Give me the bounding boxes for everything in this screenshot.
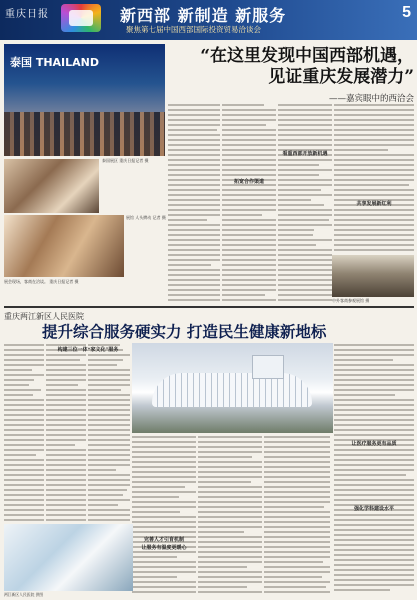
building-tower bbox=[252, 355, 284, 379]
section-subhead: 拓宽合作渠道 bbox=[233, 179, 264, 185]
section-divider bbox=[4, 306, 414, 308]
building-arc bbox=[152, 373, 312, 407]
masthead bbox=[0, 0, 417, 40]
article-column bbox=[334, 104, 414, 252]
section-subhead: 让医疗服务更有品质 bbox=[351, 441, 397, 447]
photo-hospital-building bbox=[132, 343, 333, 433]
article-column bbox=[264, 436, 330, 596]
top-headline bbox=[170, 46, 414, 88]
headline-line-1: “在这里发现中国西部机遇， bbox=[200, 46, 414, 66]
article-column bbox=[278, 104, 332, 302]
article-column bbox=[198, 436, 262, 596]
section-subhead: 完善人才引育机制 bbox=[143, 537, 184, 543]
photo-exhibits bbox=[4, 159, 99, 213]
article-column bbox=[132, 436, 196, 596]
photo-caption: 中外客商参观展馆 摄 bbox=[332, 298, 370, 303]
article-column bbox=[88, 344, 130, 522]
photo-caption: 展会现场，客商在洽谈。 重庆日报记者 摄 bbox=[4, 279, 79, 284]
section-label: 重庆两江新区人民医院 bbox=[4, 312, 84, 321]
paper-name: 重庆日报 bbox=[5, 9, 49, 20]
photo-caption: 泰国展区 重庆日报记者 摄 bbox=[102, 158, 149, 163]
crowd-graphic bbox=[4, 112, 165, 156]
page-number: 5 bbox=[402, 4, 411, 21]
expo-logo-icon bbox=[61, 4, 101, 32]
article-column bbox=[168, 104, 220, 302]
bottom-headline: 提升综合服务硬实力 打造民生健康新地标 bbox=[42, 323, 327, 341]
slogan: 新西部 新制造 新服务 bbox=[120, 6, 287, 25]
headline-line-2: 见证重庆发展潜力” bbox=[268, 67, 414, 87]
photo-visitors bbox=[4, 215, 124, 277]
section-subhead: 看重西部开放新机遇 bbox=[282, 151, 328, 157]
photo-right bbox=[332, 255, 414, 297]
pavilion-sign: 泰国 THAILAND bbox=[10, 56, 100, 69]
photo-thailand-pavilion bbox=[4, 44, 165, 156]
photo-caption: 两江新区人民医院 供图 bbox=[4, 592, 44, 597]
section-subhead: 强化学科建设水平 bbox=[353, 506, 394, 512]
photo-hospital-staff bbox=[4, 524, 133, 591]
article-column bbox=[222, 104, 276, 302]
photo-caption: 展馆 人头攒动 记者 摄 bbox=[126, 215, 166, 220]
section-subhead: 让服务有温度更暖心 bbox=[141, 545, 187, 551]
section-subhead: 构建三位一体“家文化”服务 bbox=[57, 347, 119, 353]
article-column bbox=[334, 344, 414, 594]
article-column bbox=[46, 344, 86, 522]
subslogan: 聚焦第七届中国西部国际投资贸易洽谈会 bbox=[126, 25, 261, 34]
article-column bbox=[4, 344, 44, 522]
section-subhead: 共享发展新红利 bbox=[356, 201, 392, 207]
top-headline-sub: ——嘉宾眼中的西洽会 bbox=[328, 94, 414, 104]
